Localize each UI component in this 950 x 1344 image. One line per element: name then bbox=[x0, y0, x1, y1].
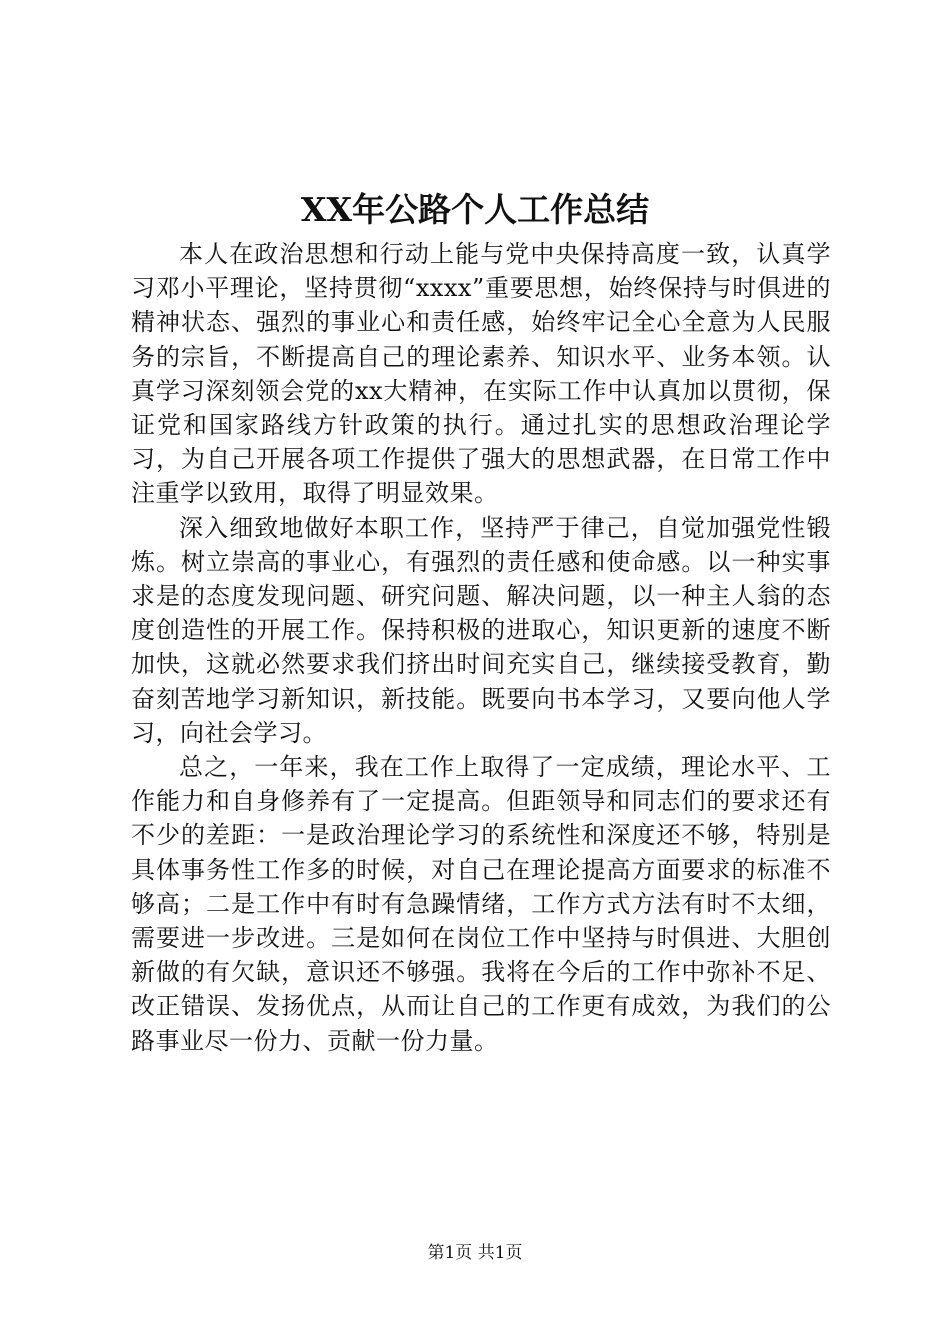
paragraph-1: 本人在政治思想和行动上能与党中央保持高度一致，认真学习邓小平理论，坚持贯彻“xxxx”重要思想，始终保持与时俱进的精神状态、强烈的事业心和责任感，始终牢记全心全意为人民服务的宗旨，不断提高自己的理论素养、知识水平、业务本领。认真学习深刻领会党的xx大精神，在实际工作中认真加以贯彻，保证党和国家路线方针政策的执行。通过扎实的思想政治理论学习，为自己开展各项工作提供了强大的思想武器，在日常工作中注重学以致用，取得了明显效果。 bbox=[131, 240, 831, 508]
document-body bbox=[131, 237, 831, 1058]
page-footer: 第1页 共1页 bbox=[427, 1243, 523, 1263]
document-title: XX年公路个人工作总结 bbox=[300, 190, 650, 229]
paragraph-2: 深入细致地做好本职工作，坚持严于律己，自觉加强党性锻炼。树立崇高的事业心，有强烈的责任感和使命感。以一种实事求是的态度发现问题、研究问题、解决问题，以一种主人翁的态度创造性的开展工作。保持积极的进取心，知识更新的速度不断加快，这就必然要求我们挤出时间充实自己，继续接受教育，勤奋刻苦地学习新知识，新技能。既要向书本学习，又要向他人学习，向社会学习。 bbox=[131, 513, 831, 747]
paragraph-3: 总之，一年来，我在工作上取得了一定成绩，理论水平、工作能力和自身修养有了一定提高。但距领导和同志们的要求还有不少的差距：一是政治理论学习的系统性和深度还不够，特别是具体事务性工作多的时候，对自己在理论提高方面要求的标准不够高；二是工作中有时有急躁情绪，工作方式方法有时不太细，需要进一步改进。三是如何在岗位工作中坚持与时俱进、大胆创新做的有欠缺，意识还不够强。我将在今后的工作中弥补不足、改正错误、发扬优点，从而让自己的工作更有成效，为我们的公路事业尽一份力、贡献一份力量。 bbox=[131, 753, 831, 1055]
